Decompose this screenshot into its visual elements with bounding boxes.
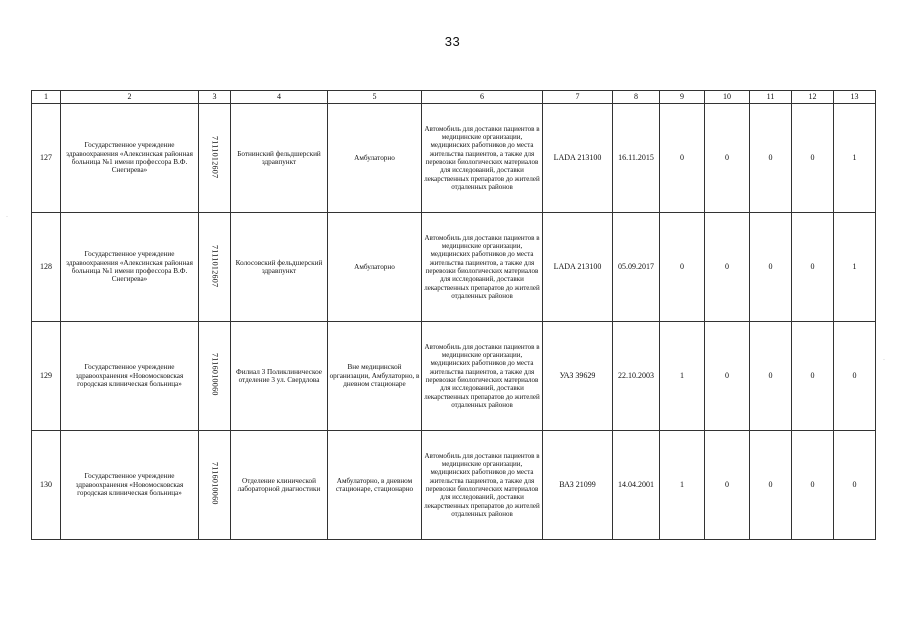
table-row — [32, 104, 876, 213]
value-cell-9: 1 — [660, 322, 705, 431]
column-header: 10 — [705, 91, 750, 104]
column-header: 6 — [422, 91, 543, 104]
date-cell: 22.10.2003 — [613, 322, 660, 431]
value-cell-13: 0 — [834, 322, 876, 431]
institution-cell — [61, 213, 199, 322]
inn-cell-text: 7111012607 — [210, 244, 220, 287]
column-header: 1 — [32, 91, 61, 104]
column-header: 7 — [543, 91, 613, 104]
unit-cell — [231, 431, 328, 540]
column-header: 12 — [792, 91, 834, 104]
column-header: 4 — [231, 91, 328, 104]
value-cell-11: 0 — [750, 322, 792, 431]
page-number: 33 — [444, 34, 461, 49]
table-row — [32, 431, 876, 540]
care-type-cell-text: Амбулаторно — [354, 262, 395, 271]
care-type-cell — [328, 322, 422, 431]
institution-cell-text: Государственное учреждение здравоохранения «Новомосковская городская клиническая больница» — [75, 363, 184, 389]
column-header: 8 — [613, 91, 660, 104]
date-cell: 05.09.2017 — [613, 213, 660, 322]
vehicle-purpose-cell-text: Автомобиль для доставки пациентов в медицинские организации, медицинских работников до места жительства пациентов, а также для перевозки биологических материалов для исследований, доставки лекарственных препаратов до жителей отдаленных районов — [424, 233, 540, 300]
value-cell-12: 0 — [792, 213, 834, 322]
value-cell-11: 0 — [750, 213, 792, 322]
institution-cell — [61, 431, 199, 540]
date-cell: 14.04.2001 — [613, 431, 660, 540]
vehicle-purpose-cell — [422, 213, 543, 322]
column-header: 11 — [750, 91, 792, 104]
row-number-cell: 128 — [32, 213, 61, 322]
inn-cell-text: 7116010060 — [210, 353, 220, 397]
value-cell-10: 0 — [705, 322, 750, 431]
institution-cell-text: Государственное учреждение здравоохранения «Алексинская районная больница №1 имени профессора В.Ф. Снегирева» — [66, 141, 193, 175]
value-cell-13: 1 — [834, 213, 876, 322]
care-type-cell — [328, 104, 422, 213]
value-cell-12: 0 — [792, 322, 834, 431]
unit-cell-text: Отделение клинической лабораторной диагностики — [237, 476, 321, 493]
value-cell-13: 1 — [834, 104, 876, 213]
vehicle-purpose-cell — [422, 104, 543, 213]
value-cell-10: 0 — [705, 431, 750, 540]
vehicle-model-cell: ВАЗ 21099 — [543, 431, 613, 540]
care-type-cell — [328, 431, 422, 540]
table-row — [32, 322, 876, 431]
unit-cell — [231, 213, 328, 322]
vehicle-purpose-cell-text: Автомобиль для доставки пациентов в медицинские организации, медицинских работников до места жительства пациентов, а также для перевозки биологических материалов для исследований, доставки лекарственных препаратов до жителей отдаленных районов — [424, 124, 540, 191]
unit-cell — [231, 322, 328, 431]
value-cell-9: 1 — [660, 431, 705, 540]
unit-cell — [231, 104, 328, 213]
value-cell-9: 0 — [660, 213, 705, 322]
vehicle-purpose-cell-text: Автомобиль для доставки пациентов в медицинские организации, медицинских работников до места жительства пациентов, а также для перевозки биологических материалов для исследований, доставки лекарственных препаратов до жителей отдаленных районов — [424, 342, 540, 409]
vehicle-purpose-cell — [422, 431, 543, 540]
institution-cell-text: Государственное учреждение здравоохранения «Алексинская районная больница №1 имени профессора В.Ф. Снегирева» — [66, 250, 193, 284]
column-header: 13 — [834, 91, 876, 104]
institution-cell — [61, 104, 199, 213]
vehicle-model-cell: LADA 213100 — [543, 104, 613, 213]
row-number-cell: 130 — [32, 431, 61, 540]
value-cell-12: 0 — [792, 431, 834, 540]
vehicle-purpose-cell — [422, 322, 543, 431]
value-cell-11: 0 — [750, 104, 792, 213]
inn-cell-text: 7111012607 — [210, 135, 220, 178]
table-row — [32, 213, 876, 322]
unit-cell-text: Колосовский фельдшерский здравпункт — [235, 258, 323, 275]
unit-cell-text: Филиал 3 Поликлиническое отделение 3 ул. Свердлова — [236, 367, 322, 384]
value-cell-10: 0 — [705, 213, 750, 322]
column-header: 9 — [660, 91, 705, 104]
vehicle-model-cell: LADA 213100 — [543, 213, 613, 322]
scan-mark: · — [6, 214, 8, 220]
value-cell-13: 0 — [834, 431, 876, 540]
vehicle-table — [31, 90, 876, 540]
care-type-cell-text: Вне медицинской организации, Амбулаторно, в дневном стационаре — [329, 363, 420, 389]
value-cell-11: 0 — [750, 431, 792, 540]
column-header: 3 — [199, 91, 231, 104]
inn-cell-text: 7116010060 — [210, 462, 220, 506]
inn-cell — [199, 431, 231, 540]
header-row — [32, 91, 876, 104]
institution-cell — [61, 322, 199, 431]
scan-mark: · — [883, 357, 885, 363]
care-type-cell — [328, 213, 422, 322]
column-header: 5 — [328, 91, 422, 104]
vehicle-model-cell: УАЗ 39629 — [543, 322, 613, 431]
row-number-cell: 129 — [32, 322, 61, 431]
care-type-cell-text: Амбулаторно, в дневном стационаре, стационарно — [335, 476, 414, 493]
care-type-cell-text: Амбулаторно — [354, 153, 395, 162]
value-cell-12: 0 — [792, 104, 834, 213]
vehicle-purpose-cell-text: Автомобиль для доставки пациентов в медицинские организации, медицинских работников до места жительства пациентов, а также для перевозки биологических материалов для исследований, доставки лекарственных препаратов до жителей отдаленных районов — [424, 451, 540, 518]
inn-cell — [199, 104, 231, 213]
inn-cell — [199, 322, 231, 431]
row-number-cell: 127 — [32, 104, 61, 213]
value-cell-9: 0 — [660, 104, 705, 213]
institution-cell-text: Государственное учреждение здравоохранения «Новомосковская городская клиническая больница» — [75, 472, 184, 498]
value-cell-10: 0 — [705, 104, 750, 213]
unit-cell-text: Ботнинский фельдшерский здравпункт — [237, 149, 321, 166]
date-cell: 16.11.2015 — [613, 104, 660, 213]
column-header: 2 — [61, 91, 199, 104]
inn-cell — [199, 213, 231, 322]
